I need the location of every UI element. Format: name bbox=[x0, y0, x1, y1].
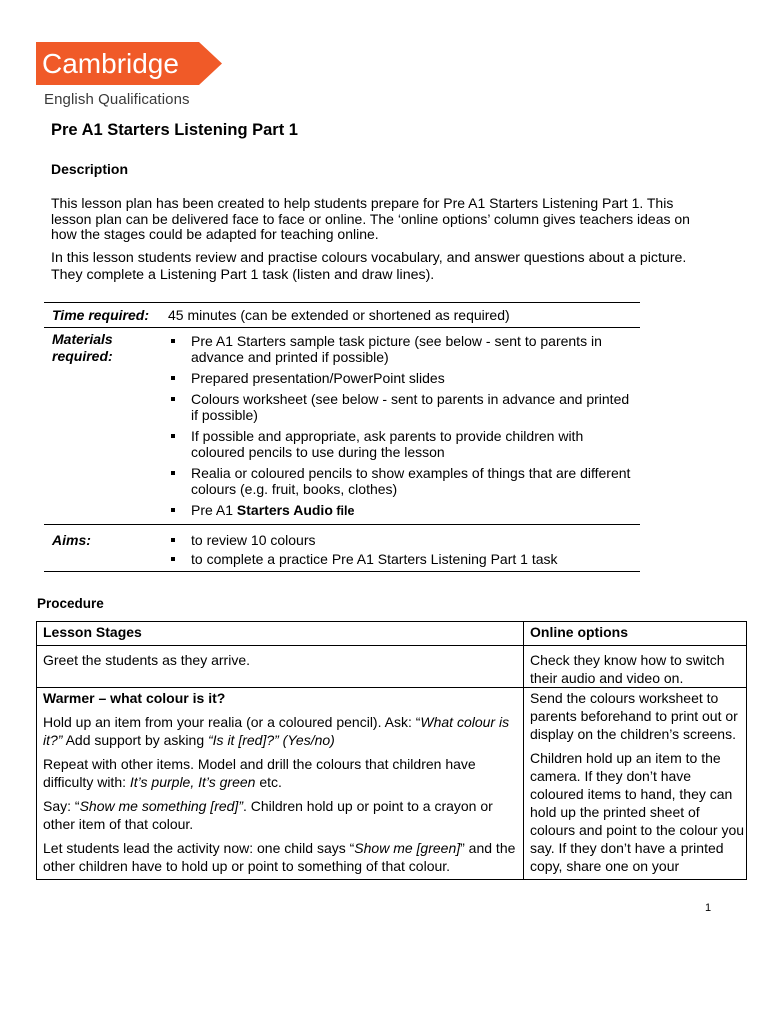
procedure-heading: Procedure bbox=[37, 596, 104, 611]
materials-item: Realia or coloured pencils to show examples of things that are different colours (e.g. fruit, books, clothes) bbox=[168, 465, 640, 497]
time-row bbox=[44, 303, 640, 328]
stage-warmer bbox=[37, 688, 524, 880]
materials-item: Prepared presentation/PowerPoint slides bbox=[168, 370, 640, 386]
cambridge-logo-shape bbox=[36, 42, 222, 85]
time-value: 45 minutes (can be extended or shortened as required) bbox=[168, 307, 510, 323]
description-paragraph-1: This lesson plan has been created to help students prepare for Pre A1 Starters Listening Part 1. This lesson plan can be delivered face to face or online. The ‘online options’ column gives teachers ideas on how the stages could be adapted for teaching online. bbox=[51, 195, 690, 242]
col-header-lesson-stages: Lesson Stages bbox=[37, 622, 524, 646]
procedure-row-greet bbox=[37, 646, 747, 688]
aims-row bbox=[44, 525, 640, 572]
materials-item: Colours worksheet (see below - sent to parents in advance and printed if possible) bbox=[168, 391, 640, 423]
description-paragraph-2: In this lesson students review and practise colours vocabulary, and answer questions about a picture. They complete a Listening Part 1 task (listen and draw lines). bbox=[51, 250, 687, 283]
procedure-table bbox=[36, 621, 747, 880]
page-title: Pre A1 Starters Listening Part 1 bbox=[51, 121, 298, 139]
logo-text: Cambridge bbox=[42, 48, 179, 79]
materials-list bbox=[168, 333, 640, 519]
page-number: 1 bbox=[705, 902, 712, 914]
aims-item: to complete a practice Pre A1 Starters Listening Part 1 task bbox=[168, 551, 640, 567]
procedure-row-warmer bbox=[37, 688, 747, 880]
cambridge-logo bbox=[36, 42, 222, 85]
online-warmer-1: Send the colours worksheet to parents beforehand to print out or display on the children’s screens. bbox=[530, 690, 738, 742]
stage-greet: Greet the students as they arrive. bbox=[37, 646, 524, 688]
warmer-step-4: Let students lead the activity now: one child says “Show me [green]” and the other children have to hold up or point to something of that colour. bbox=[43, 840, 516, 874]
online-warmer bbox=[524, 688, 747, 880]
materials-row bbox=[44, 328, 640, 525]
materials-item: Pre A1 Starters sample task picture (see below - sent to parents in advance and printed if possible) bbox=[168, 333, 640, 365]
materials-item: If possible and appropriate, ask parents to provide children with coloured pencils to use during the lesson bbox=[168, 428, 640, 460]
logo-subtitle: English Qualifications bbox=[44, 91, 190, 108]
procedure-header-row bbox=[37, 622, 747, 646]
aims-list bbox=[168, 532, 640, 567]
materials-label: Materials required: bbox=[52, 331, 113, 364]
online-warmer-2: Children hold up an item to the camera. If they don’t have coloured items to hand, they can hold up the printed sheet of colours and point to the colour you say. If they don’t have a printed copy, share one on your bbox=[530, 750, 745, 874]
aims-label: Aims: bbox=[52, 532, 91, 548]
description-heading: Description bbox=[51, 161, 129, 177]
warmer-title: Warmer – what colour is it? bbox=[43, 690, 226, 706]
col-header-online-options: Online options bbox=[524, 622, 747, 646]
warmer-step-1: Hold up an item from your realia (or a coloured pencil). Ask: “What colour is it?” Add support by asking “Is it [red]?” (Yes/no) bbox=[43, 714, 510, 748]
warmer-step-2: Repeat with other items. Model and drill the colours that children have difficulty with: It’s purple, It’s green etc. bbox=[43, 756, 476, 790]
lesson-info-table bbox=[44, 302, 640, 572]
time-label: Time required: bbox=[52, 307, 149, 323]
online-greet: Check they know how to switch their audio and video on. bbox=[524, 646, 747, 688]
warmer-step-3: Say: “Show me something [red]”. Children hold up or point to a crayon or other item of that colour. bbox=[43, 798, 493, 832]
aims-item: to review 10 colours bbox=[168, 532, 640, 548]
materials-item-audio: Pre A1 Starters Audio file bbox=[168, 502, 640, 519]
